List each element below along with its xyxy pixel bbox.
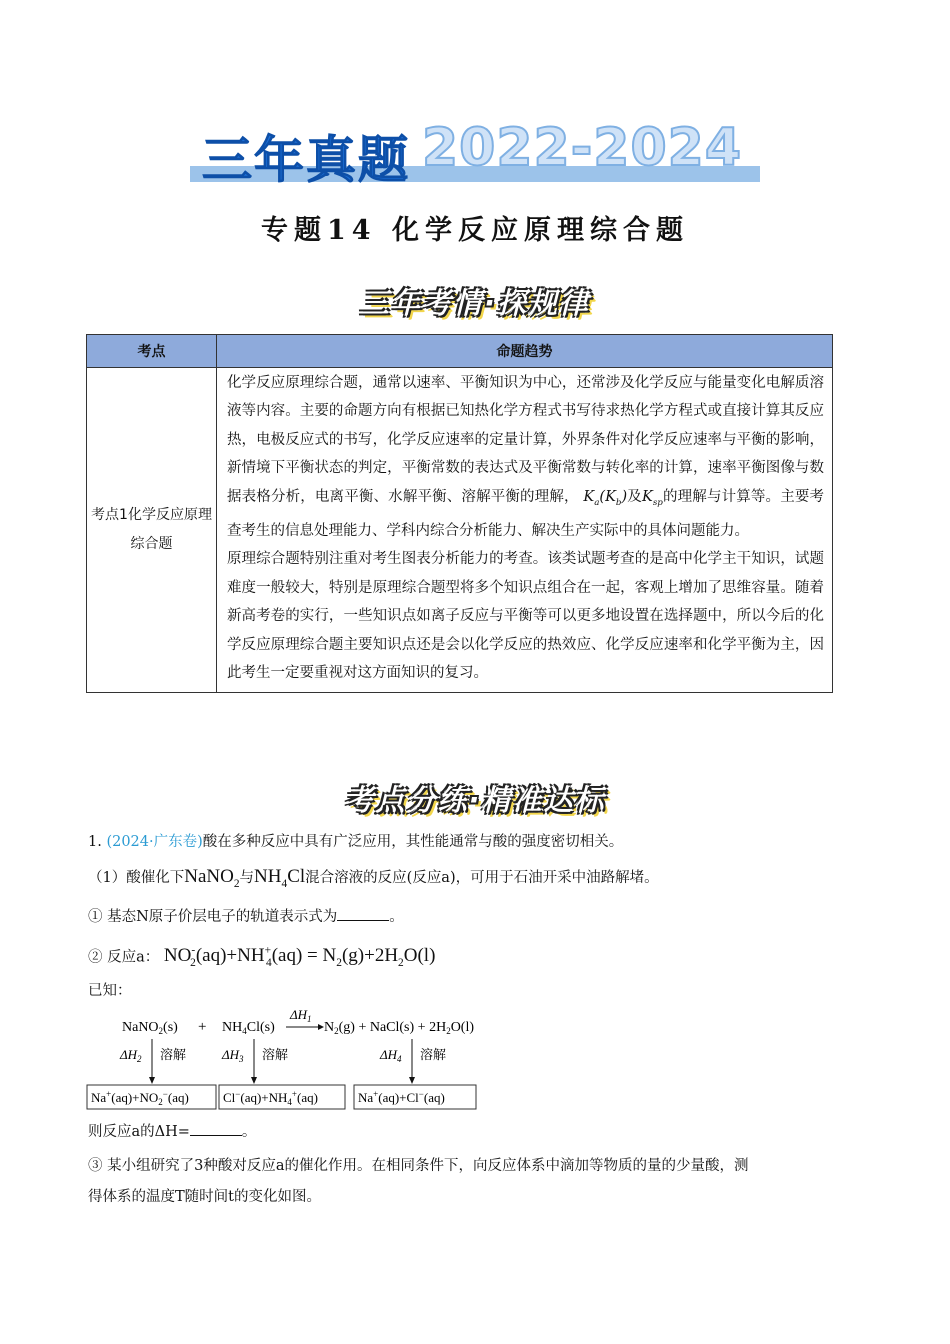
ka-ksp-symbols: $K_a(K_b)$: [578, 488, 628, 508]
dh4-label: $\Delta H_4$: [380, 1047, 402, 1064]
header-trend: 命题趋势: [217, 335, 833, 368]
section-heading-trends: 三年考情·探规律: [359, 286, 591, 320]
part-1: （1）酸催化下NaNO$_2$与$NH_4Cl$混合溶液的反应(反应a)，可用于石油开采中油路解堵。: [88, 866, 659, 890]
exam-trend-table: [86, 334, 833, 693]
known-label: 已知：: [88, 983, 132, 999]
svg-text:Na+(aq)+Cl−(aq): Na+(aq)+Cl−(aq): [358, 1089, 445, 1105]
dh1-label: $\Delta H_1$: [290, 1007, 312, 1024]
diagram-top-equation-mid: $NH_4Cl(s)$: [222, 1020, 275, 1036]
table-header-row: [87, 335, 833, 368]
trend-cell: [217, 368, 833, 693]
answer-blank-dh[interactable]: [190, 1121, 242, 1136]
formula-nh4cl: $NH_4Cl$: [254, 866, 306, 890]
svg-text:Na+(aq)+NO2−(aq): $Na^+(aq)+NO_2^-(aq)$: [91, 1089, 189, 1107]
sub-question-3-line1: ③ 某小组研究了3种酸对反应a的催化作用。在相同条件下，向反应体系中滴加等物质的量的少量酸，测: [88, 1158, 749, 1174]
question-text: 酸在多种反应中具有广泛应用，其性能通常与酸的强度密切相关。: [202, 834, 624, 850]
answer-blank[interactable]: [337, 906, 389, 921]
sub-question-1: ① 基态N原子价层电子的轨道表示式为 。: [88, 906, 404, 928]
delta-h-question: 则反应a的ΔH= 。: [88, 1121, 256, 1143]
topic-title: 专题14 化学反应原理综合题: [261, 215, 689, 246]
banner-title-cn: 三年真题: [202, 131, 410, 189]
sub-question-2: ② 反应a： $NO^-_2(aq)+NH^+_4(aq) = N_2(g)+2H_2O(l)$: [88, 945, 436, 970]
sub-question-3-line2: 得体系的温度T随时间t的变化如图。: [88, 1189, 321, 1205]
reaction-a-equation: $NO^-_2(aq)+NH^+_4(aq) = N_2(g)+2H_2O(l)$: [163, 945, 436, 970]
question-stem: [88, 831, 623, 853]
dissolve-label-3: 溶解: [420, 1047, 447, 1062]
dissolve-label-1: 溶解: [160, 1047, 187, 1062]
svg-text:+: +: [198, 1019, 207, 1035]
section-heading-practice: 考点分练·精准达标: [344, 783, 606, 817]
dissolve-label-2: 溶解: [262, 1047, 289, 1062]
table-row: [87, 368, 833, 693]
kaodian-cell: 考点1化学反应原理综合题: [87, 368, 217, 693]
banner-years: 2022-2024: [422, 118, 743, 178]
diagram-top-equation-right: $N_2(g)$ + NaCl(s) + $2H_2O(l)$: [324, 1020, 475, 1036]
dh2-label: $\Delta H_2$: [120, 1047, 142, 1064]
header-banner: [190, 118, 760, 189]
dh3-label: $\Delta H_3$: [222, 1047, 244, 1064]
svg-text:Cl−(aq)+NH4+(aq): $Cl^-(aq)+NH_4^+(aq)$: [223, 1089, 318, 1107]
question-source: (2024·广东卷): [106, 834, 203, 850]
header-kaodian: 考点: [87, 335, 217, 368]
diagram-top-equation-left: NaNO$_2$(s): [122, 1020, 178, 1036]
trend-paragraph-1: 化学反应原理综合题，通常以速率、平衡知识为中心，还常涉及化学反应与能量变化电解质溶液等内容。主要的命题方向有根据已知热化学方程式书写待求热化学方程式或直接计算其反应热，电极反应式的书写，化学反应速率的定量计算，外界条件对化学反应速率与平衡的影响，新情境下平衡状态的判定，平衡常数的表达式及平衡常数与转化率的计算，速率平衡图像与数据表格分析，电离平衡、水解平衡、溶解平衡的理解， $K_a(K_b)$及$K_{sp}$的理解与计算等。主要考查考生的信息处理能力、学科内综合分析能力、解决生产实际中的具体问题能力。: [227, 375, 825, 539]
trend-paragraph-2: 原理综合题特别注重对考生图表分析能力的考查。该类试题考查的是高中化学主干知识，试题难度一般较大，特别是原理综合题型将多个知识点组合在一起，客观上增加了思维容量。随着新高考卷的实行，一些知识点如离子反应与平衡等可以更多地设置在选择题中，所以今后的化学反应原理综合题主要知识点还是会以化学反应的热效应、化学反应速率和化学平衡为主，因此考生一定要重视对这方面知识的复习。: [227, 551, 824, 681]
thermo-cycle-diagram: [86, 1007, 506, 1111]
formula-nano2: NaNO$_2$: [184, 866, 240, 890]
question-number: 1.: [88, 834, 102, 850]
